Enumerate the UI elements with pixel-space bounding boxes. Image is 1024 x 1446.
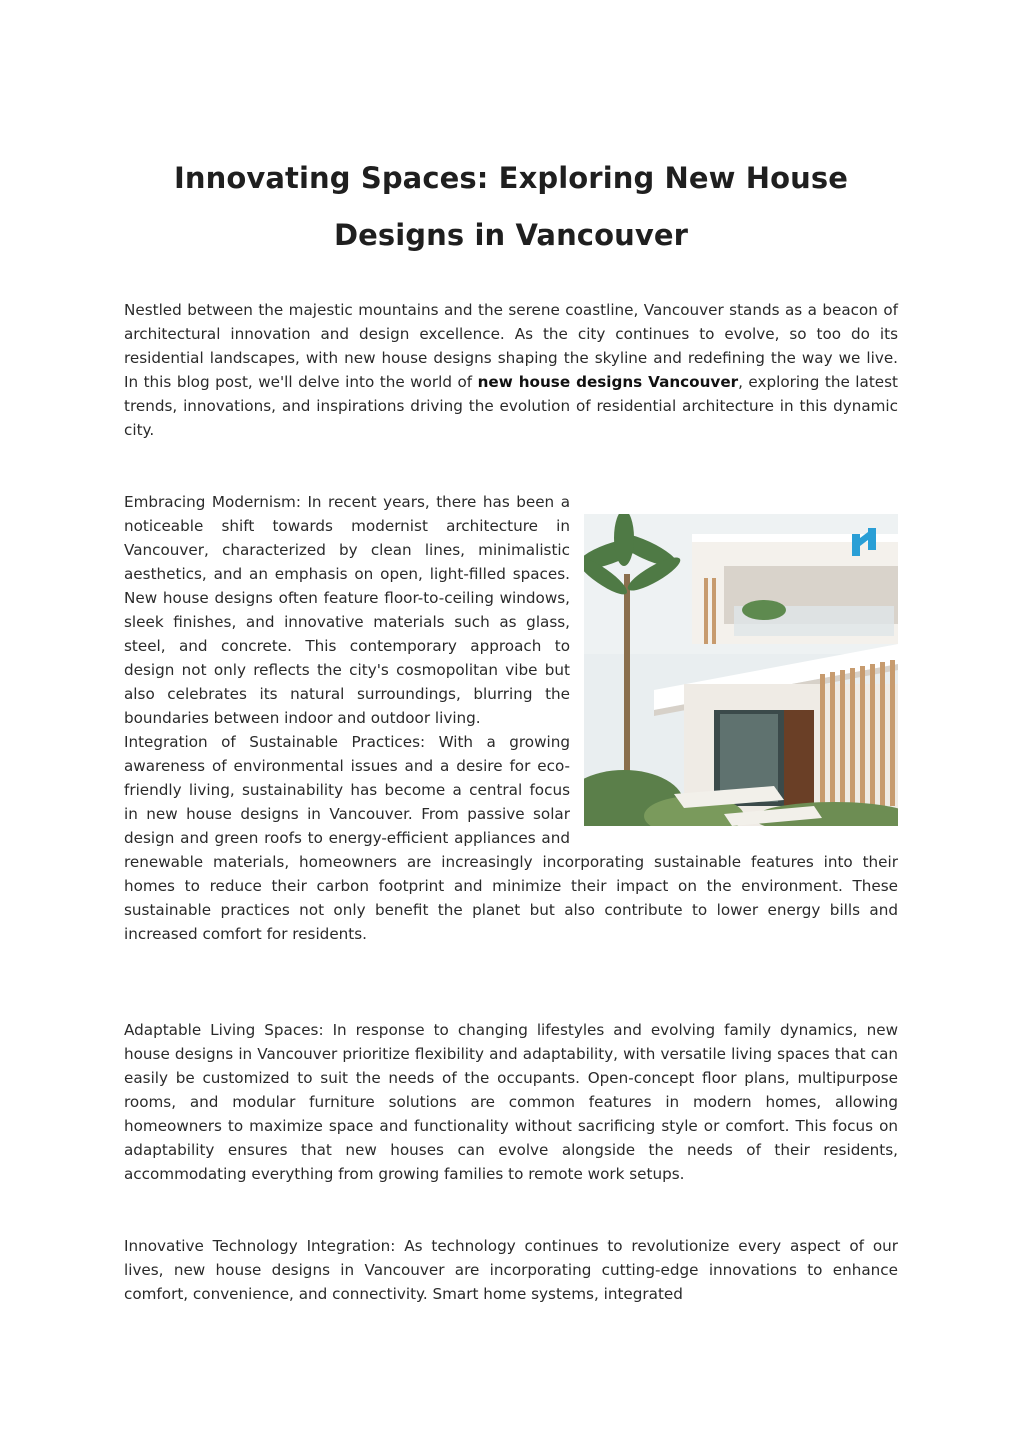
modernism-paragraph: Embracing Modernism: In recent years, there has been a noticeable shift towards modernist architecture in Vancouver, characterized by clean lines, minimalistic aesthetics, and an emphasis on open, light-filled spaces. New house designs often feature floor-to-ceiling windows, sleek finishes, and innovative materials such as glass, steel, and concrete. This contemporary approach to design not only reflects the city's cosmopolitan vibe but also celebrates its natural surroundings, blurring the boundaries between indoor and outdoor living. [124, 493, 570, 727]
house-photo-icon [584, 514, 898, 826]
page-title: Innovating Spaces: Exploring New House Designs in Vancouver [173, 161, 849, 252]
modernism-sustainability-block [124, 490, 898, 946]
technology-paragraph: Innovative Technology Integration: As technology continues to revolutionize every aspect of our lives, new house designs in Vancouver are incorporating cutting-edge innovations to enhance comfort, convenience, and connectivity. Smart home systems, integrated [124, 1237, 898, 1303]
intro-text-before: Nestled between the majestic mountains and the serene coastline, Vancouver stands as a beacon of architectural innovation and design excellence. As the city continues to evolve, so too do its residential landscapes, with new house designs shaping the skyline and redefining the way we live. In this blog post, we'll delve into the world of [124, 301, 898, 391]
adaptable-paragraph: Adaptable Living Spaces: In response to changing lifestyles and evolving family dynamics, new house designs in Vancouver prioritize flexibility and adaptability, with versatile living spaces that can easily be customized to suit the needs of the occupants. Open-concept floor plans, multipurpose rooms, and modular furniture solutions are common features in modern homes, allowing homeowners to maximize space and functionality without sacrificing style or comfort. This focus on adaptability ensures that new houses can evolve alongside the needs of their residents, accommodating everything from growing families to remote work setups. [124, 1021, 898, 1183]
intro-text-after: , exploring the latest trends, innovations, and inspirations driving the evolution of residential architecture in this dynamic city. [124, 373, 898, 439]
intro-highlight-link: new house designs Vancouver [477, 373, 739, 391]
house-photo [584, 514, 898, 826]
sustainability-paragraph: Integration of Sustainable Practices: With a growing awareness of environmental issues and a desire for eco-friendly living, sustainability has become a central focus in new house designs in Vancouver. From passive solar design and green roofs to energy-efficient appliances and renewable materials, homeowners are increasingly incorporating sustainable features into their homes to reduce their carbon footprint and minimize their impact on the environment. These sustainable practices not only benefit the planet but also contribute to lower energy bills and increased comfort for residents. [124, 733, 898, 943]
intro-paragraph [124, 298, 898, 442]
